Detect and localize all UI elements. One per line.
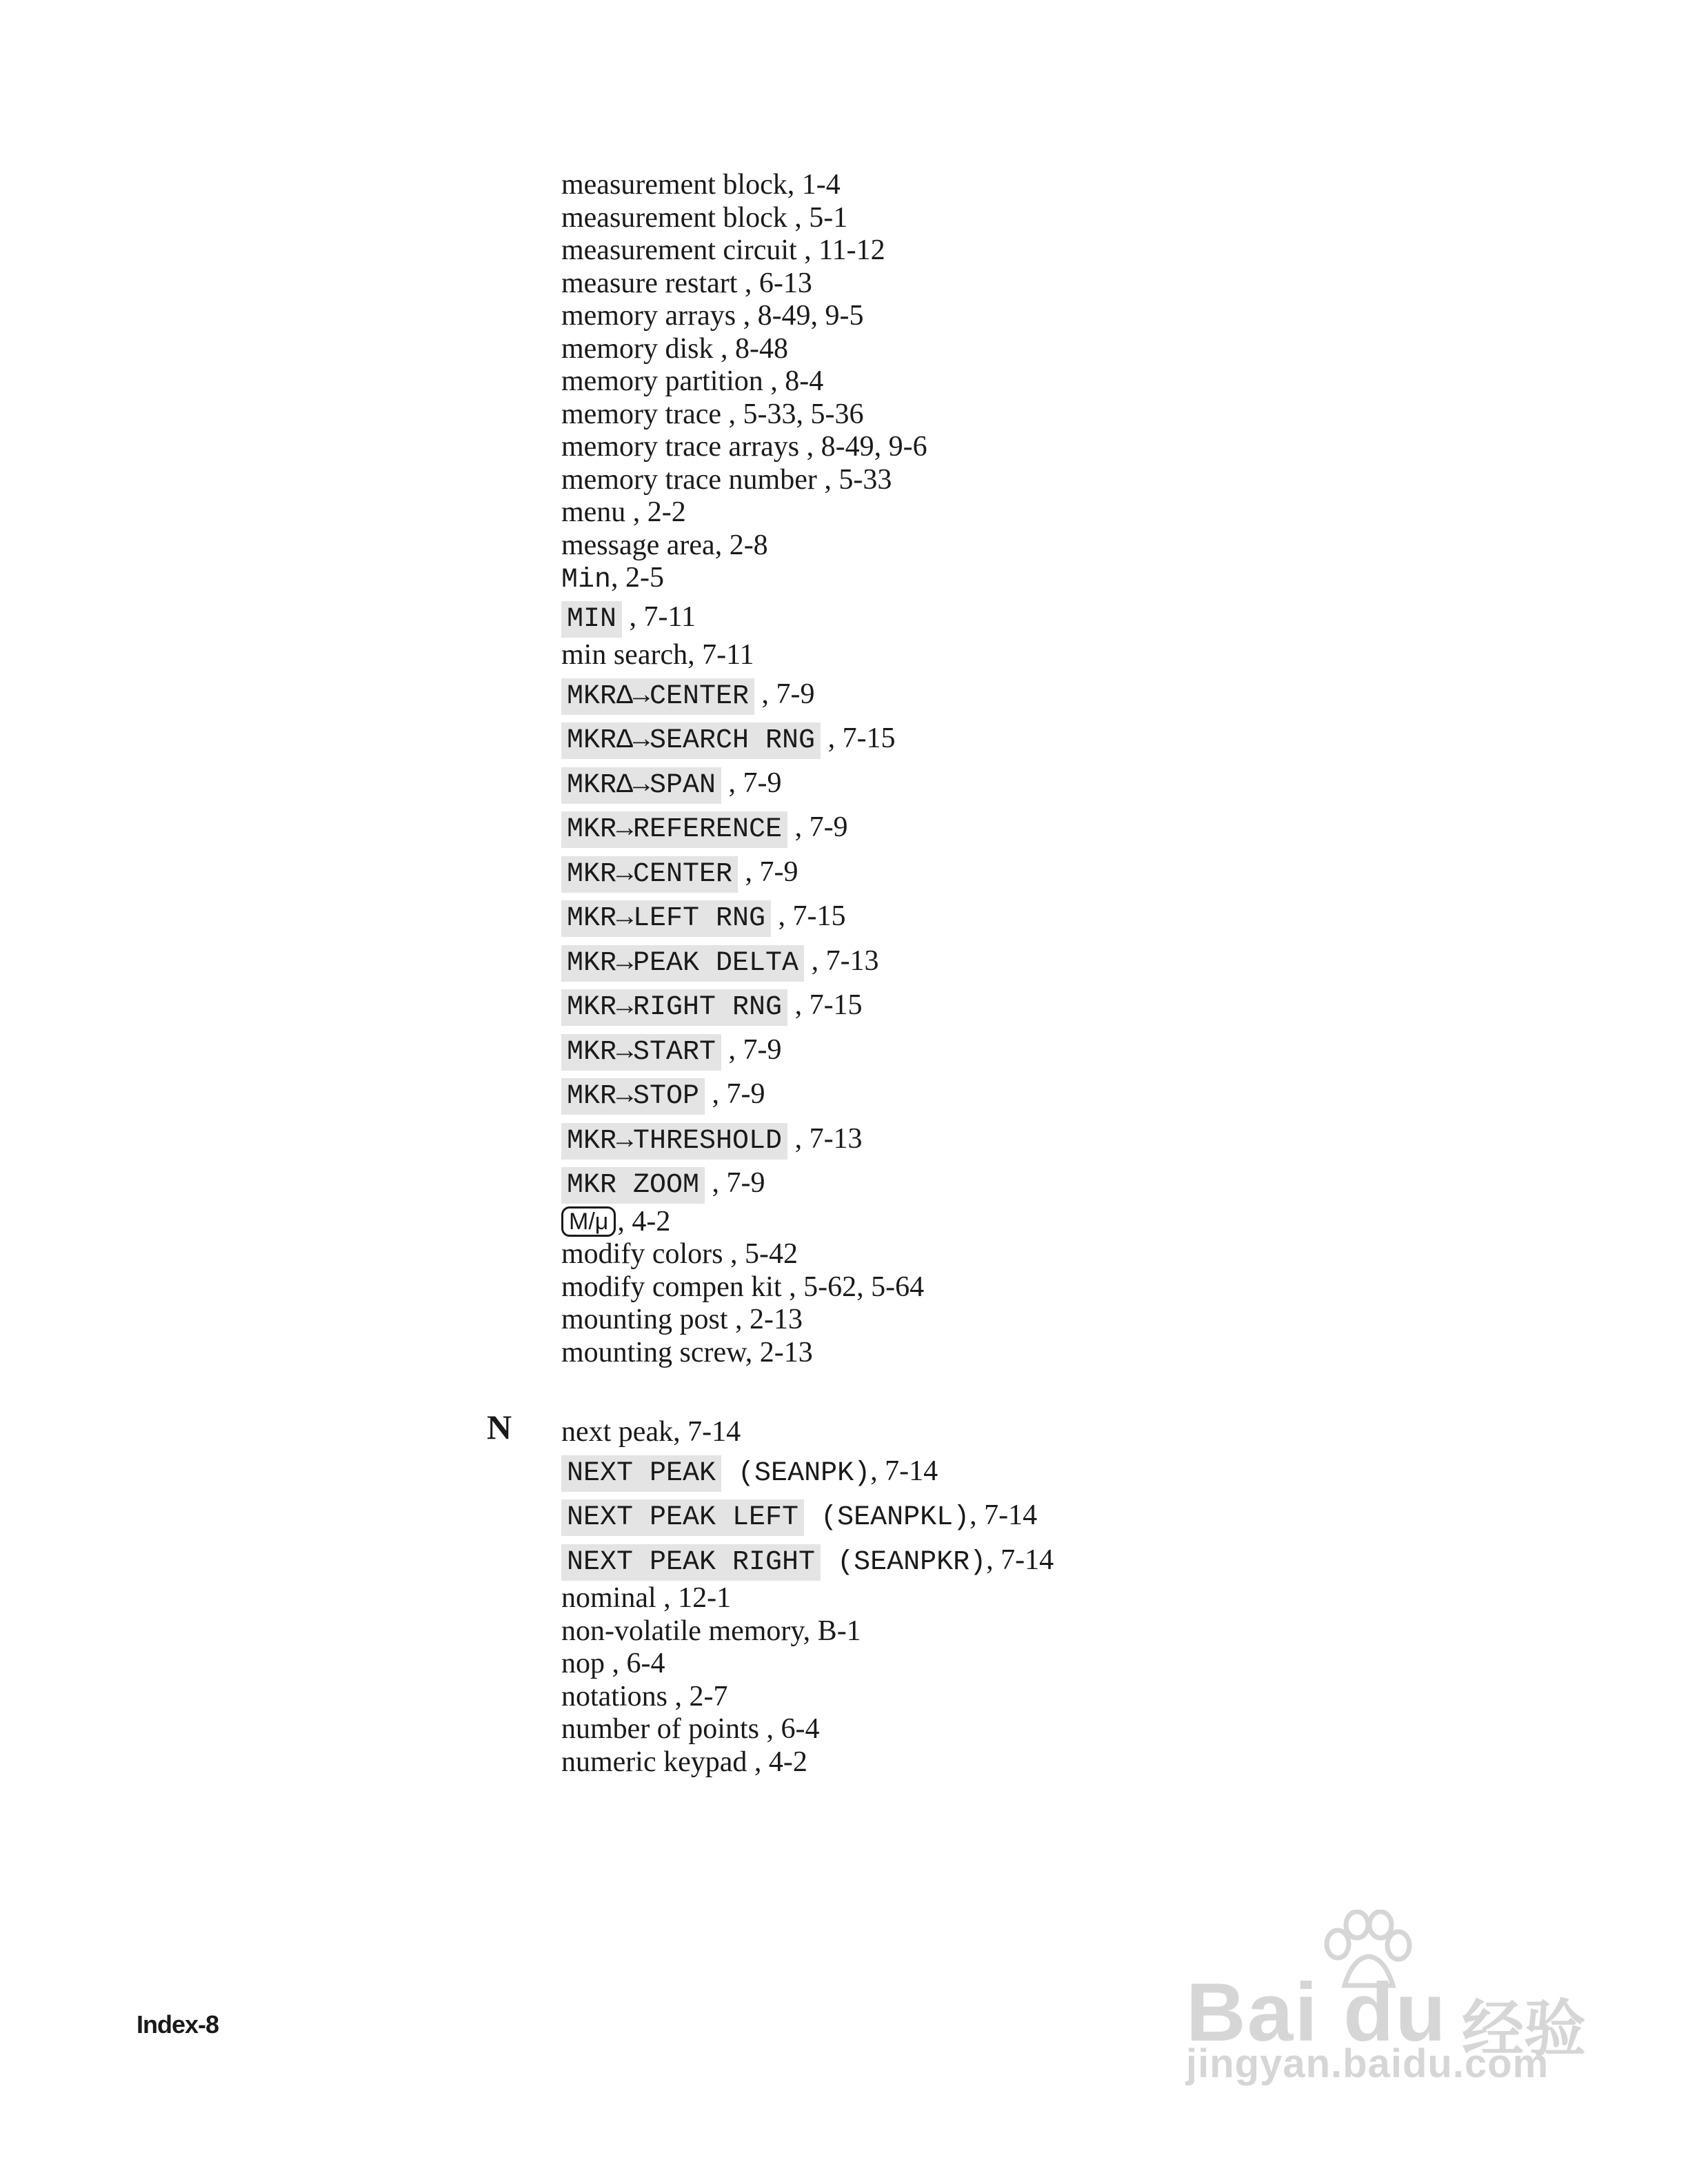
index-entry (561, 1072, 1458, 1117)
entry-text: modify colors , 5-42 (561, 1238, 798, 1270)
index-entry (561, 639, 1458, 672)
entry-text: menu , 2-2 (561, 496, 686, 528)
entry-text: min search, 7-11 (561, 639, 754, 671)
entry-text: nominal , 12-1 (561, 1582, 732, 1614)
softkey-label: MKR→STOP (561, 1078, 705, 1115)
watermark-brand: Bai du (1186, 1966, 1447, 2059)
index-entry (561, 496, 1458, 529)
softkey-label: MKR→PEAK DELTA (561, 945, 804, 982)
softkey-label: MKRΔ→SEARCH RNG (561, 722, 821, 759)
command-label: (SEANPKR) (821, 1546, 987, 1578)
entry-text: , 7-9 (738, 856, 798, 888)
softkey-label: MKRΔ→CENTER (561, 678, 754, 715)
softkey-label: MKR→CENTER (561, 856, 738, 893)
entry-text: , 7-14 (969, 1499, 1038, 1531)
entry-text: , 7-9 (721, 1033, 782, 1066)
entry-text: mounting screw, 2-13 (561, 1336, 813, 1368)
index-entry (561, 300, 1458, 333)
index-entry (561, 234, 1458, 267)
entry-text: memory arrays , 8-49, 9-5 (561, 300, 864, 332)
entry-text: , 7-9 (705, 1078, 765, 1110)
softkey-label: NEXT PEAK LEFT (561, 1499, 804, 1536)
index-entry (561, 1304, 1458, 1337)
softkey-label: MKR→START (561, 1034, 721, 1071)
index-entry (561, 529, 1458, 563)
command-label: Min (561, 565, 612, 596)
entry-text: memory disk , 8-48 (561, 332, 788, 365)
index-entry (561, 1493, 1458, 1538)
entry-text: , 7-13 (804, 944, 879, 977)
index-entry (561, 672, 1458, 717)
entry-text: mounting post , 2-13 (561, 1304, 803, 1335)
entry-text: , 7-11 (622, 600, 696, 633)
index-entry (561, 1713, 1458, 1746)
entry-text: measurement block , 5-1 (561, 201, 848, 234)
entry-text: memory trace number , 5-33 (561, 463, 892, 496)
entry-text: measure restart , 6-13 (561, 267, 812, 299)
softkey-label: MKR→THRESHOLD (561, 1123, 787, 1160)
index-entry (561, 202, 1458, 235)
entry-text: , 7-9 (705, 1167, 765, 1199)
index-entry (561, 1681, 1458, 1714)
entry-text: memory trace arrays , 8-49, 9-6 (561, 431, 927, 463)
index-entry (561, 333, 1458, 366)
index-entry (561, 431, 1458, 464)
index-entry (561, 1449, 1458, 1494)
softkey-label: MKR ZOOM (561, 1167, 705, 1204)
index-entry (561, 398, 1458, 432)
entry-text: memory trace , 5-33, 5-36 (561, 398, 864, 430)
index-entry (561, 1206, 1458, 1239)
index-entry (561, 761, 1458, 806)
index-entry (561, 894, 1458, 939)
entry-text: measurement circuit , 11-12 (561, 234, 885, 266)
entry-text: , 2-5 (611, 562, 665, 594)
baidu-watermark (1186, 1910, 1586, 2086)
entry-text: notations , 2-7 (561, 1680, 728, 1712)
entry-text: , 7-15 (771, 900, 846, 932)
entry-text: , 7-14 (986, 1544, 1054, 1576)
index-entry (561, 1416, 1458, 1449)
softkey-label: MKRΔ→SPAN (561, 767, 721, 804)
watermark-url: jingyan.baidu.com (1186, 2041, 1549, 2086)
softkey-label: NEXT PEAK RIGHT (561, 1544, 821, 1581)
index-entry (561, 1337, 1458, 1370)
index-entry (561, 562, 1458, 595)
watermark-jingyan: 经验 (1462, 1995, 1586, 2064)
entry-text: message area, 2-8 (561, 529, 768, 561)
index-entry (561, 595, 1458, 640)
index-entry (561, 939, 1458, 984)
index-entry (561, 1746, 1458, 1779)
index-entry (561, 1028, 1458, 1073)
entry-text: next peak, 7-14 (561, 1416, 741, 1448)
softkey-label: NEXT PEAK (561, 1455, 721, 1492)
entry-text: , 4-2 (617, 1205, 671, 1237)
softkey-label: MKR→REFERENCE (561, 811, 787, 848)
entry-text: , 7-13 (787, 1122, 863, 1155)
entry-text: modify compen kit , 5-62, 5-64 (561, 1271, 925, 1303)
command-label: (SEANPK) (721, 1457, 871, 1489)
entry-text: , 7-15 (821, 722, 896, 754)
entry-text: measurement block, 1-4 (561, 169, 841, 201)
entry-text: , 7-15 (787, 989, 863, 1021)
entry-text: , 7-9 (754, 678, 815, 710)
entry-text: number of points , 6-4 (561, 1713, 820, 1745)
entry-text: , 7-9 (787, 811, 848, 843)
command-label: (SEANPKL) (804, 1502, 970, 1533)
index-entry (561, 716, 1458, 761)
index-entry (561, 464, 1458, 497)
softkey-label: MKR→LEFT RNG (561, 900, 771, 937)
index-entry (561, 365, 1458, 398)
index-entry (561, 1238, 1458, 1271)
entry-text: non-volatile memory, B-1 (561, 1615, 861, 1647)
index-section-m (561, 169, 1458, 1369)
index-entry (561, 169, 1458, 202)
index-entry (561, 1117, 1458, 1162)
index-entry (561, 805, 1458, 850)
entry-text: , 7-14 (870, 1455, 938, 1487)
page-footer: Index-8 (137, 2010, 219, 2039)
entry-text: numeric keypad , 4-2 (561, 1746, 807, 1778)
entry-text: , 7-9 (721, 767, 782, 799)
index-entries (561, 169, 1458, 1779)
index-entry (561, 267, 1458, 301)
index-entry (561, 1161, 1458, 1206)
index-entry (561, 1538, 1458, 1583)
index-entry (561, 1271, 1458, 1304)
index-entry (561, 1582, 1458, 1615)
index-entry (561, 983, 1458, 1028)
entry-text: memory partition , 8-4 (561, 365, 824, 397)
index-section-n (561, 1416, 1458, 1779)
index-entry (561, 1648, 1458, 1681)
section-gap (561, 1369, 1458, 1416)
index-entry (561, 1615, 1458, 1648)
section-letter: N (487, 1408, 512, 1446)
softkey-label: MIN (561, 601, 622, 638)
entry-text: nop , 6-4 (561, 1648, 665, 1679)
index-entry (561, 850, 1458, 895)
hardkey-label: M/μ (561, 1206, 616, 1237)
softkey-label: MKR→RIGHT RNG (561, 989, 787, 1026)
